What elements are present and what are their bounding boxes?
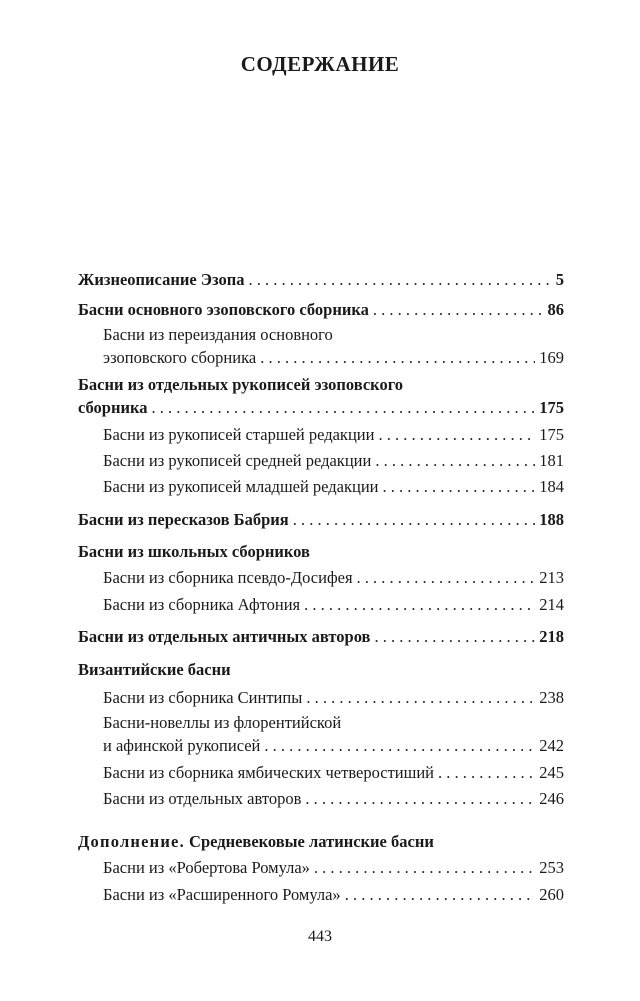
- toc-heading-prefix: Дополнение.: [78, 832, 185, 851]
- leader-dots: [304, 592, 535, 618]
- leader-dots: [264, 733, 535, 759]
- toc-entry-title: Басни из «Расширенного Ромула»: [103, 885, 341, 904]
- toc-entry-page: 218: [539, 627, 564, 646]
- table-of-contents: [78, 0, 564, 1001]
- toc-entry-page: 175: [539, 398, 564, 417]
- leader-dots: [249, 267, 552, 293]
- leader-dots: [378, 422, 535, 448]
- leader-dots: [306, 685, 535, 711]
- leader-dots: [293, 507, 536, 533]
- toc-entry[interactable]: [78, 395, 564, 421]
- leader-dots: [345, 882, 536, 908]
- toc-entry-title: Басни основного эзоповского сборника: [78, 300, 369, 319]
- toc-section-heading[interactable]: [78, 657, 564, 683]
- toc-entry[interactable]: [103, 448, 564, 474]
- toc-entry-page: 242: [539, 736, 564, 755]
- toc-entry-title: Басни-новеллы из флорентийской: [103, 713, 342, 732]
- toc-entry-page: 181: [539, 451, 564, 470]
- leader-dots: [438, 760, 535, 786]
- toc-entry[interactable]: [103, 855, 564, 881]
- leader-dots: [305, 786, 535, 812]
- toc-entry-page: 245: [539, 763, 564, 782]
- toc-entry-title: Басни из сборника псевдо-Досифея: [103, 568, 353, 587]
- toc-entry[interactable]: [103, 474, 564, 500]
- toc-entry-title: Византийские басни: [78, 660, 231, 679]
- toc-entry-title: Басни из сборника Синтипы: [103, 688, 303, 707]
- toc-entry-title: Басни из рукописей старшей редакции: [103, 425, 375, 444]
- toc-entry-page: 213: [539, 568, 564, 587]
- toc-entry-title: сборника: [78, 398, 148, 417]
- toc-entry-page: 260: [539, 885, 564, 904]
- toc-entry-page: 188: [539, 510, 564, 529]
- toc-section-heading[interactable]: [78, 829, 564, 855]
- toc-entry-title: Жизнеописание Эзопа: [78, 270, 245, 289]
- toc-entry-title: Басни из «Робертова Ромула»: [103, 858, 310, 877]
- toc-entry[interactable]: [103, 592, 564, 618]
- leader-dots: [375, 448, 535, 474]
- page-title: СОДЕРЖАНИЕ: [240, 52, 400, 76]
- toc-entry-title: Басни из рукописей младшей редакции: [103, 477, 379, 496]
- toc-entry-title: Басни из отдельных рукописей эзоповского: [78, 375, 404, 394]
- leader-dots: [383, 474, 536, 500]
- toc-entry[interactable]: [103, 882, 564, 908]
- toc-entry-title: Басни из переиздания основного: [103, 325, 333, 344]
- toc-entry[interactable]: [103, 565, 564, 591]
- toc-entry[interactable]: [78, 507, 564, 533]
- toc-entry-title: Басни из сборника Афтония: [103, 595, 301, 614]
- toc-entry-title: Басни из сборника ямбических четверостиший: [103, 763, 434, 782]
- toc-entry-title: эзоповского сборника: [103, 348, 257, 367]
- toc-entry-title: Басни из отдельных авторов: [103, 789, 302, 808]
- toc-entry-page: 214: [539, 595, 564, 614]
- toc-entry[interactable]: [103, 786, 564, 812]
- toc-entry[interactable]: [103, 685, 564, 711]
- page-number: 443: [308, 928, 332, 945]
- toc-entry-page: 86: [547, 300, 564, 319]
- toc-entry[interactable]: [103, 733, 564, 759]
- toc-entry-page: 253: [539, 858, 564, 877]
- toc-entry[interactable]: [78, 624, 564, 650]
- toc-entry[interactable]: [103, 345, 564, 371]
- leader-dots: [260, 345, 535, 371]
- toc-entry-title: Басни из рукописей средней редакции: [103, 451, 372, 470]
- toc-entry-page: 169: [539, 348, 564, 367]
- toc-heading-main: Средневековые латинские басни: [189, 832, 434, 851]
- leader-dots: [314, 855, 535, 881]
- toc-section-heading[interactable]: [78, 539, 564, 565]
- toc-entry-page: 246: [539, 789, 564, 808]
- toc-entry-page: 238: [539, 688, 564, 707]
- toc-entry-title: и афинской рукописей: [103, 736, 261, 755]
- toc-entry-title: Басни из школьных сборников: [78, 542, 310, 561]
- toc-entry-page: 5: [555, 270, 564, 289]
- leader-dots: [373, 297, 544, 323]
- leader-dots: [152, 395, 536, 421]
- leader-dots: [357, 565, 536, 591]
- toc-entry-title: [78, 829, 434, 855]
- toc-entry-page: 184: [539, 477, 564, 496]
- toc-entry[interactable]: [78, 267, 564, 293]
- toc-entry-page: 175: [539, 425, 564, 444]
- toc-entry-title: Басни из отдельных античных авторов: [78, 627, 371, 646]
- toc-entry[interactable]: [103, 422, 564, 448]
- toc-entry[interactable]: [78, 297, 564, 323]
- toc-entry[interactable]: [103, 760, 564, 786]
- toc-entry-title: Басни из пересказов Бабрия: [78, 510, 289, 529]
- leader-dots: [374, 624, 535, 650]
